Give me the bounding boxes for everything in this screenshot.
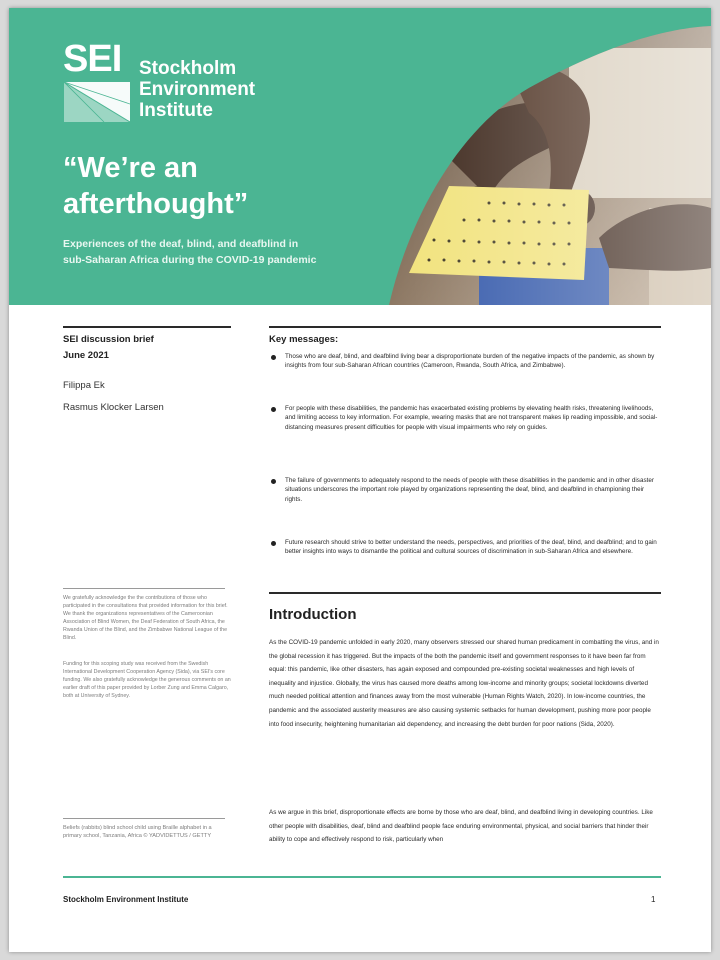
introduction-heading: Introduction: [269, 606, 357, 623]
acknowledgements-divider: [63, 588, 225, 589]
subtitle-line: sub-Saharan Africa during the COVID-19 pandemic: [63, 254, 317, 266]
author-name: Rasmus Klocker Larsen: [63, 402, 164, 413]
publication-date: June 2021: [63, 350, 109, 361]
key-message-item: Future research should strive to better understand the needs, perspectives, and priorities of the deaf, blind, and deafblind; and to gain better insights into ways to dismantle the political and cultural sources of discrimination in sub-Saharan Africa and elsewhere.: [285, 539, 657, 556]
key-message-item: The failure of governments to adequately respond to the needs of people with these disabilities in the pandemic and in other disaster situations underscores the important role played by organizations representing the deaf, blind, and deafblind in championing their rights.: [285, 477, 654, 503]
publication-type: SEI discussion brief: [63, 334, 154, 345]
footer-organization: Stockholm Environment Institute: [63, 895, 189, 904]
cover-banner: [9, 8, 711, 305]
bullet-icon: [271, 541, 276, 546]
key-messages-heading: Key messages:: [269, 334, 339, 345]
footer-divider: [63, 876, 661, 878]
subtitle-line: Experiences of the deaf, blind, and deafblind in: [63, 238, 299, 250]
logo-word: Institute: [139, 100, 213, 121]
key-message-item: Those who are deaf, blind, and deafblind living bear a disproportionate burden of the negative impacts of the pandemic, as shown by insights from four sub-Saharan African countries (Cameroon, Rwanda, South Africa, and Zimbabwe).: [285, 353, 655, 370]
funding-text: Funding for this scoping study was received from the Swedish International Development Cooperation Agency (Sida), via SEI's core funding. We also gratefully acknowledge the generous comments on an earlier draft of this paper provided by Lorber Zung and Emma Calgaro, both at University of Sydney.: [63, 661, 231, 699]
logo-wordmark: [139, 58, 289, 121]
document-subtitle: [63, 236, 383, 268]
sei-logo: [63, 38, 283, 124]
bullet-icon: [271, 355, 276, 360]
title-line: “We’re an: [63, 152, 198, 184]
caption-divider: [63, 818, 225, 819]
meta-divider: [63, 326, 231, 328]
title-line: afterthought”: [63, 188, 249, 220]
key-message-item: For people with these disabilities, the pandemic has exacerbated existing problems by elevating health risks, threatening livelihoods, and limiting access to key information. For example, wearing masks that are not transparent makes lip reading impossible, and social-distancing measures present difficulties for people with visual impairments who rely on guides.: [285, 405, 658, 431]
key-messages-top-divider: [269, 326, 661, 328]
page-number: 1: [651, 895, 656, 904]
introduction-paragraph: As the COVID-19 pandemic unfolded in early 2020, many observers stressed our shared human predicament in combatting the virus, and in the global recession it has triggered. But the impacts of the both the pandemic itself and government responses to it have been far from equal: this pandemic, like other disasters, has again exposed and compounded pre-existing societal weaknesses and high levels of inequality and injustice. Globally, the virus has caused more deaths among low-income and minority groups; societal lockdowns diverted much needed political attention and finances away from the most vulnerable (Human Rights Watch, 2020). In low-income countries, the pandemic and the associated austerity measures are also causing systemic setbacks for human development, pushing more poor people into food insecurity, heightening humanitarian aid dependency, and increasing the debt burden for poor nations (Sida, 2020).: [269, 639, 659, 728]
document-page: [9, 8, 711, 952]
bullet-icon: [271, 479, 276, 484]
sei-wedge-icon: [64, 82, 130, 122]
author-name: Filippa Ek: [63, 380, 105, 391]
logo-word: Stockholm: [139, 58, 237, 79]
photo-caption: Beliefs (rabbits) blind school child using Braille alphabet in a primary school, Tanzania, Africa © YADVIDETTUS / GETTY: [63, 825, 212, 840]
introduction-paragraph: As we argue in this brief, disproportionate effects are borne by those who are deaf, blind, and deafblind living in developing countries. Like other people with disabilities, deaf, blind and deafblind people face enduring environmental, physical, and social barriers that hinder their ability to cope and effectively respond to risk, particularly when: [269, 809, 653, 844]
logo-word: Environment: [139, 79, 256, 100]
bullet-icon: [271, 407, 276, 412]
key-messages-bottom-divider: [269, 592, 661, 594]
acknowledgements-text: We gratefully acknowledge the the contributions of those who participated in the consultations that provided information for this brief. We thank the organizations representatives of the Cameroonian Association of Blind Women, the Deaf Federation of South Africa, the Rwanda Union of the Blind, and the Zimbabwe National League of the Blind.: [63, 595, 228, 641]
logo-mark: SEI: [63, 38, 122, 80]
document-title: [63, 150, 353, 222]
